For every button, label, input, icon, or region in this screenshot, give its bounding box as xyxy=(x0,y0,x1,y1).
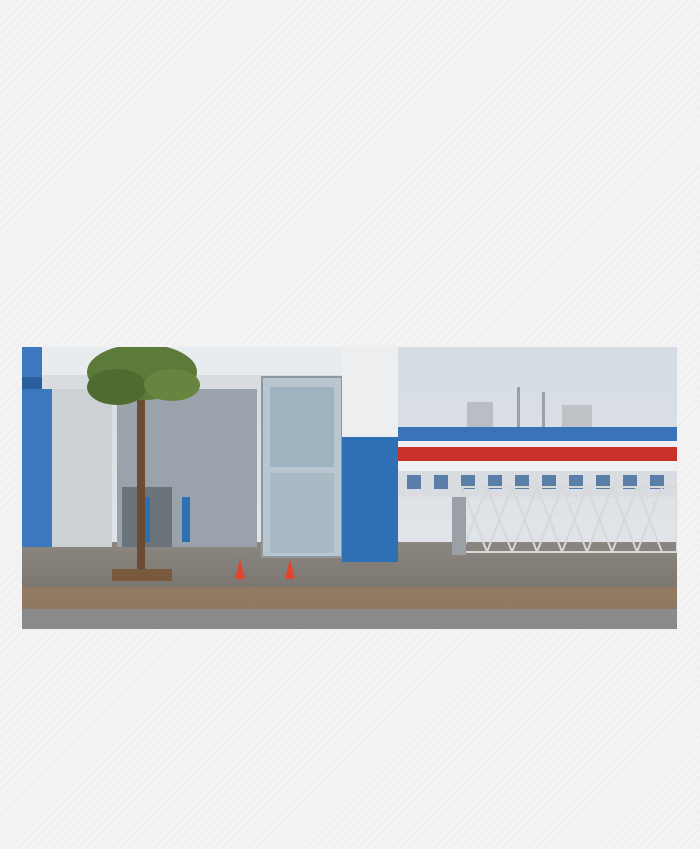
construction-site-photo xyxy=(22,347,677,629)
